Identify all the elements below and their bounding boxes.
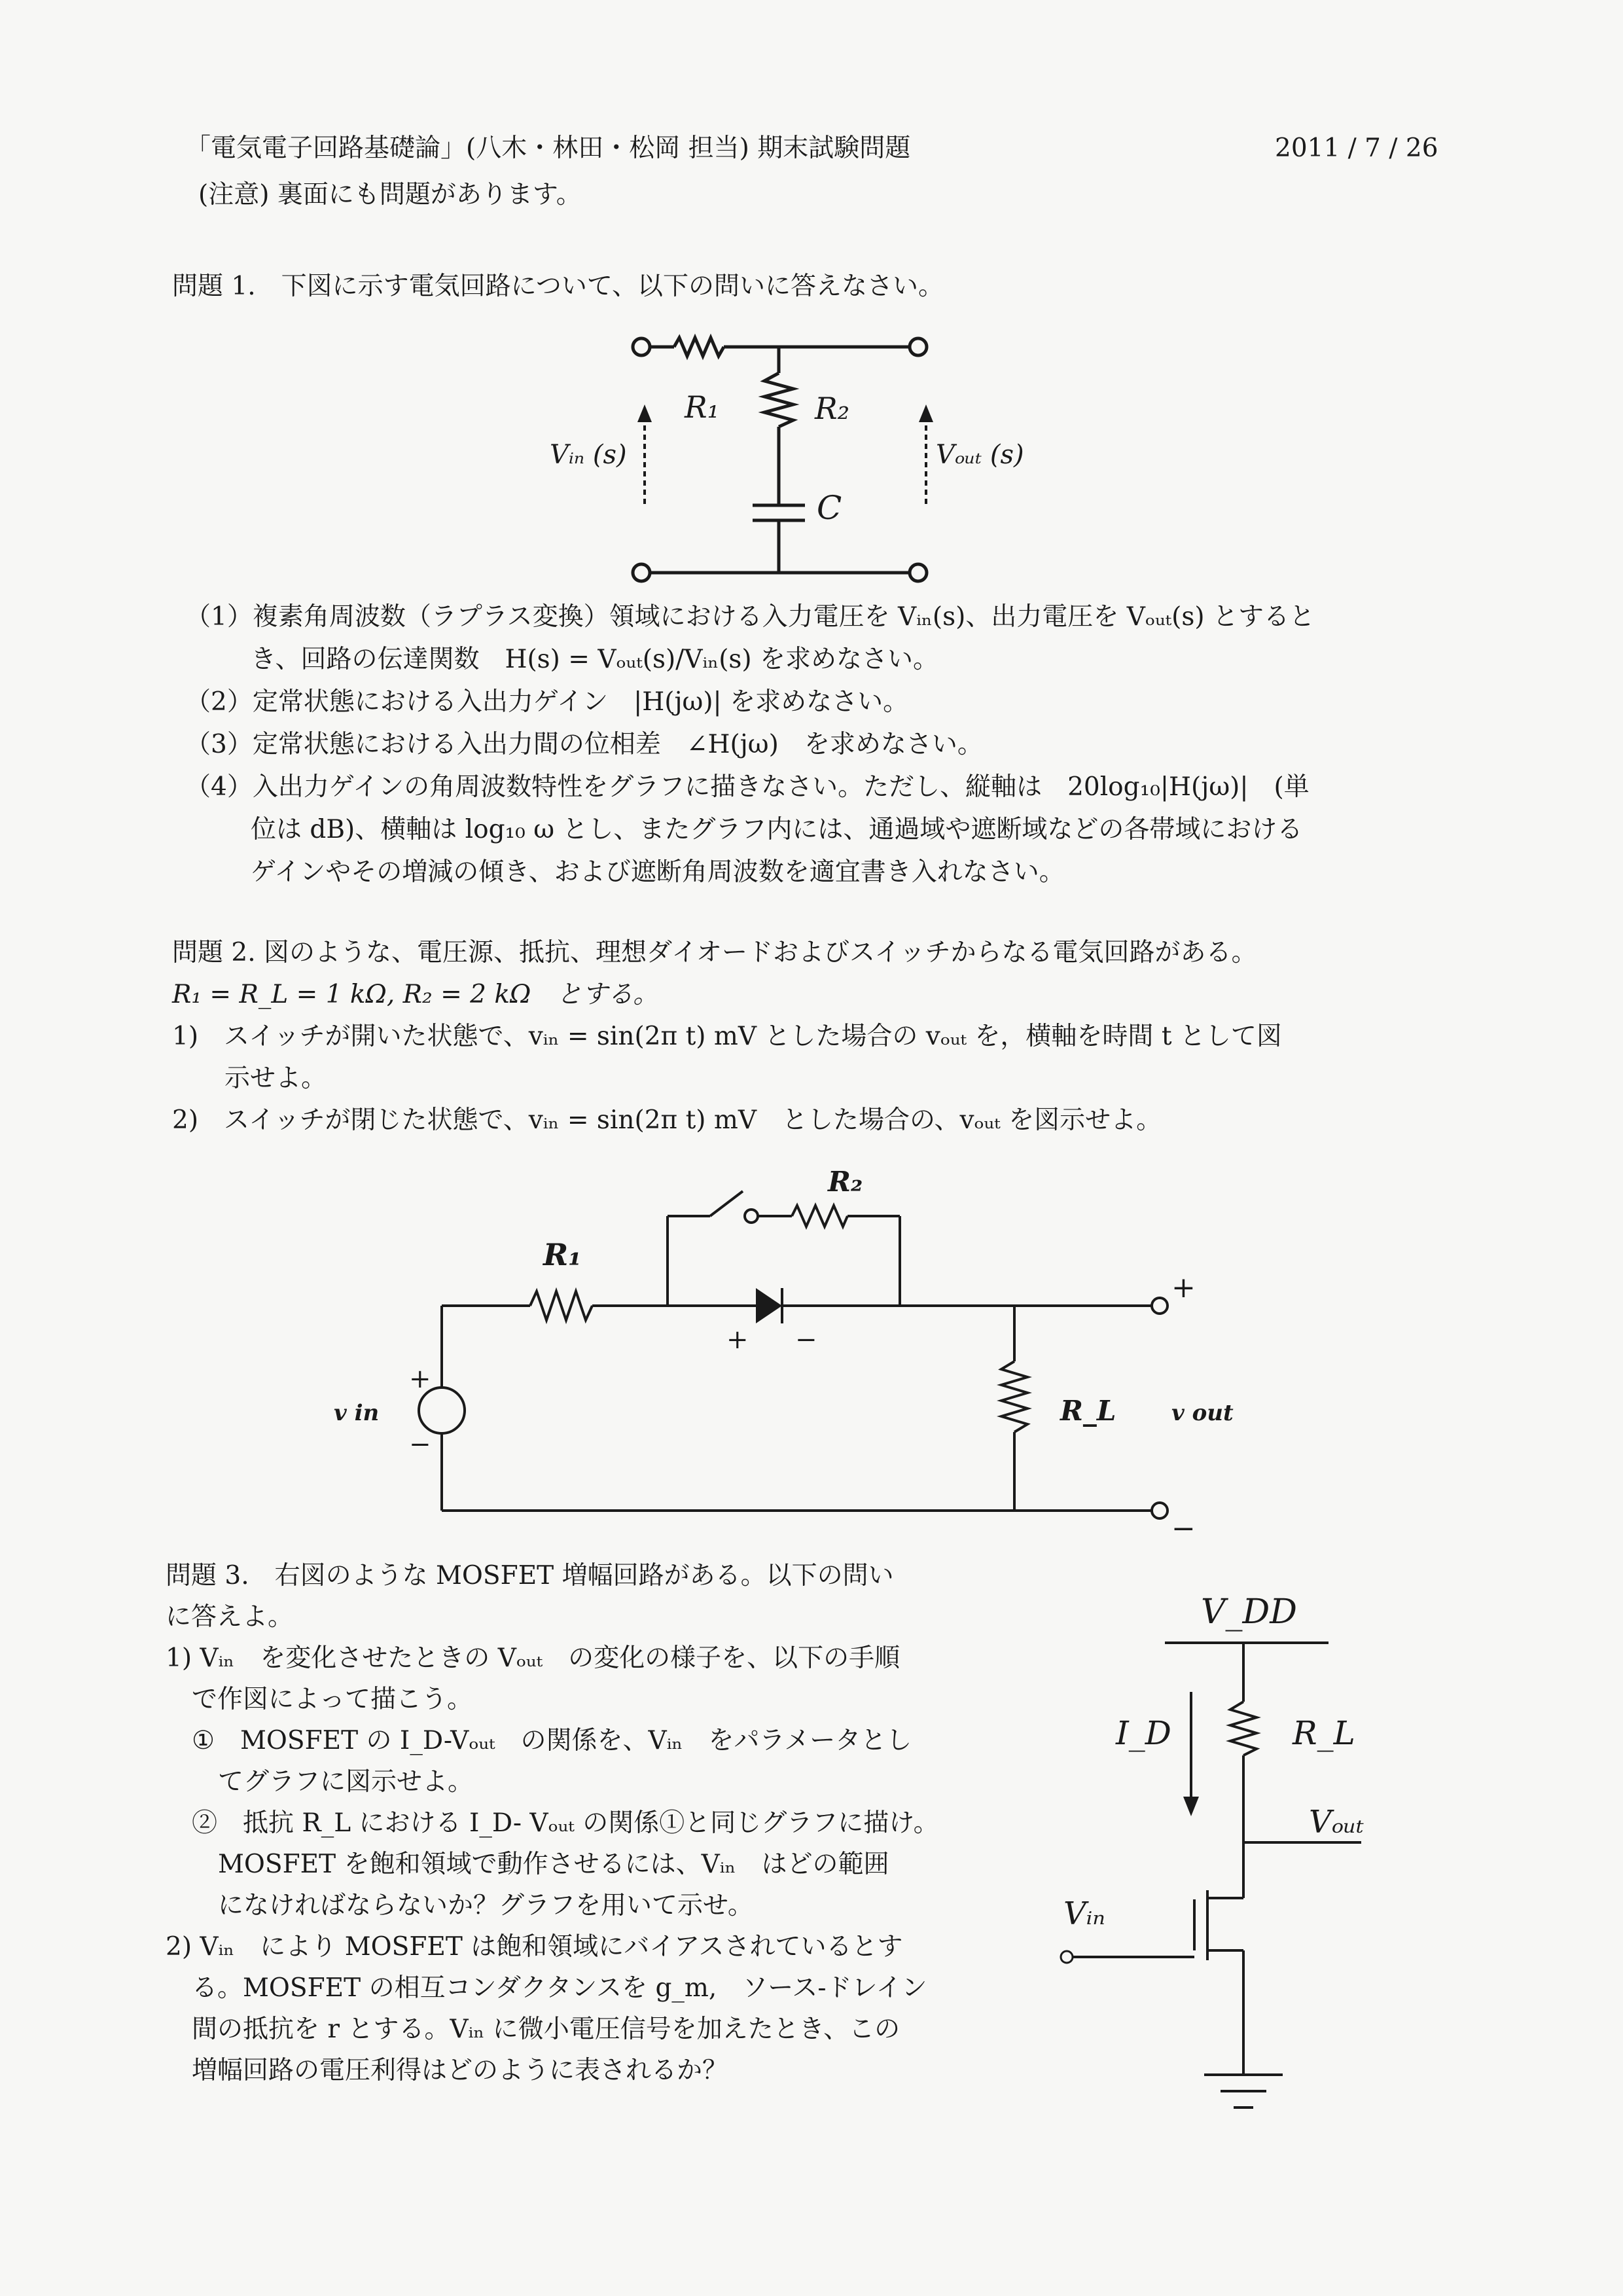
q2-heading: 問題 2. 図のような、電圧源、抵抗、理想ダイオードおよびスイッチからなる電気回路がある。 [172,938,1257,967]
q3-line-7: ② 抵抗 R_L における I_D- Vₒᵤₜ の関係①と同じグラフに描け。 [192,1808,939,1838]
q3-line-13: 増幅回路の電圧利得はどのように表されるか？ [192,2056,728,2085]
q2-conditions: R₁ = R_L = 1 kΩ, R₂ = 2 kΩ とする。 [172,980,659,1009]
q3-line-12: 間の抵抗を r とする。Vᵢₙ に微小電圧信号を加えたとき、この [192,2015,901,2044]
q2-vin-label: v in [334,1400,380,1426]
q1-vin-label: Vᵢₙ (s) [550,440,627,470]
q2-item-1b: 示せよ。 [224,1064,327,1093]
q1-item-4a: （4）入出力ゲインの角周波数特性をグラフに描きなさい。ただし、縦軸は 20log₁₀|H(jω)| (単 [185,772,1310,802]
q3-mosfet-circuit-diagram [1047,1584,1414,2121]
q2-r1-label: R₁ [543,1237,582,1272]
q1-item-1a: （1）複素角周波数（ラプラス変換）領域における入力電圧を Vᵢₙ(s)、出力電圧を Vₒᵤₜ(s) とすると [185,602,1315,632]
q3-vdd-label: V_DD [1201,1592,1297,1632]
q2-out-plus: + [1171,1271,1196,1304]
q3-line-6: てグラフに図示せよ。 [218,1767,474,1797]
q3-line-9: になければならないか？グラフを用いて示せ。 [218,1891,753,1920]
q3-vout-label: Vₒᵤₜ [1309,1804,1364,1840]
q1-item-3: （3）定常状態における入出力間の位相差 ∠H(jω) を求めなさい。 [185,730,983,759]
q2-diode-plus: + [726,1325,749,1355]
q3-line-10: 2) Vᵢₙ により MOSFET は飽和領域にバイアスされているとす [166,1932,903,1962]
q1-item-4c: ゲインやその増減の傾き、および遮断角周波数を適宜書き入れなさい。 [251,857,1065,887]
q2-rl-label: R_L [1060,1395,1116,1427]
q2-out-minus: − [1171,1512,1196,1545]
q1-item-2: （2）定常状態における入出力ゲイン |H(jω)| を求めなさい。 [185,687,909,717]
q2-diode-minus: − [795,1325,817,1355]
q3-line-11: る。MOSFET の相互コンダクタンスを g_m, ソース-ドレイン [192,1973,927,2003]
q1-r1-label: R₁ [685,389,720,425]
q3-rl-label: R_L [1293,1714,1355,1752]
q1-item-1b: き、回路の伝達関数 H(s) = Vₒᵤₜ(s)/Vᵢₙ(s) を求めなさい。 [251,645,939,674]
q2-source-plus: + [409,1364,431,1394]
q3-line-3: 1) Vᵢₙ を変化させたときの Vₒᵤₜ の変化の様子を、以下の手順 [166,1643,901,1673]
q3-line-2: に答えよ。 [166,1602,294,1632]
exam-note: (注意) 裏面にも問題があります。 [198,180,582,209]
q1-c-label: C [817,489,842,527]
q1-circuit-diagram [550,321,1054,596]
q3-line-1: 問題 3. 右図のような MOSFET 増幅回路がある。以下の問い [166,1561,894,1590]
q1-heading: 問題 1. 下図に示す電気回路について、以下の問いに答えなさい。 [172,272,944,301]
q3-line-5: ① MOSFET の I_D-Vₒᵤₜ の関係を、Vᵢₙ をパラメータとし [192,1726,912,1755]
exam-title: 「電気電子回路基礎論」(八木・林田・松岡 担当) 期末試験問題 [185,134,911,163]
q2-r2-label: R₂ [828,1166,863,1198]
q1-item-4b: 位は dB)、横軸は log₁₀ ω とし、またグラフ内には、通過域や遮断域などの各帯域における [251,815,1303,844]
q2-source-minus: − [409,1429,431,1460]
q2-circuit-diagram [334,1158,1283,1545]
q3-line-8: MOSFET を飽和領域で動作させるには、Vᵢₙ はどの範囲 [218,1850,889,1879]
q2-item-1a: 1) スイッチが開いた状態で、vᵢₙ = sin(2π t) mV とした場合の vₒᵤₜ を，横軸を時間 t として図 [172,1022,1282,1051]
q3-line-4: で作図によって描こう。 [192,1685,473,1714]
q3-id-label: I_D [1116,1714,1171,1752]
q3-vin-label: Vᵢₙ [1063,1895,1105,1932]
q1-vout-label: Vₒᵤₜ (s) [936,440,1024,470]
q1-r2-label: R₂ [815,391,850,426]
q2-vout-label: v out [1171,1400,1234,1426]
q2-item-2: 2) スイッチが閉じた状態で、vᵢₙ = sin(2π t) mV とした場合の、vₒᵤₜ を図示せよ。 [172,1105,1162,1135]
exam-date: 2011 / 7 / 26 [1275,134,1438,163]
